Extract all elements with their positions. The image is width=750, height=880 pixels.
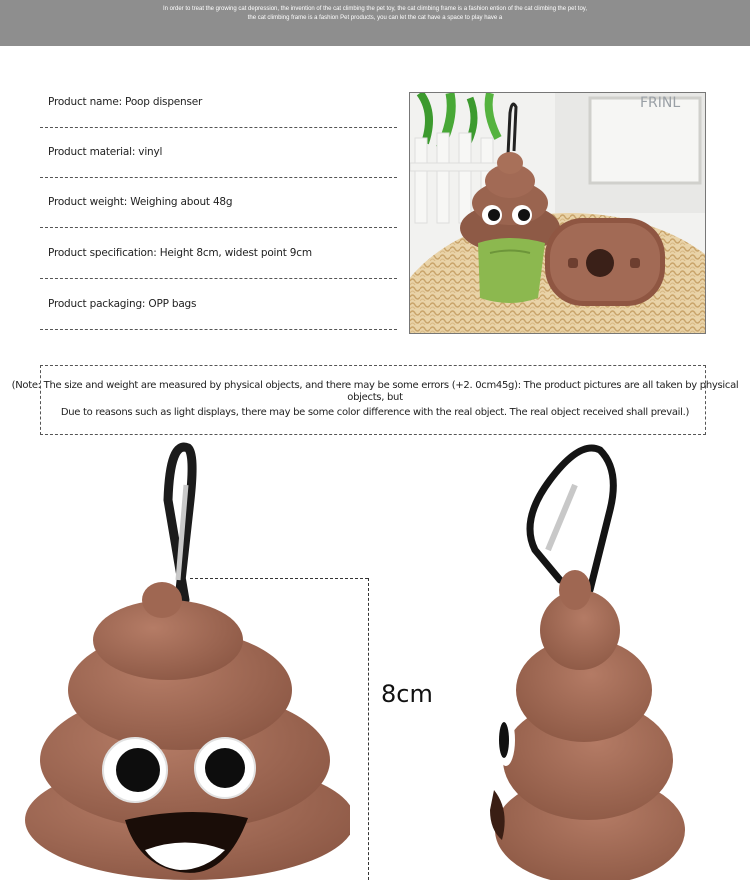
note-line-2: Due to reasons such as light displays, there may be some color difference with the real object. The real object received shall prevail.) bbox=[60, 407, 690, 418]
spec-label: Product material: vinyl bbox=[48, 146, 163, 158]
spec-row-name bbox=[40, 78, 397, 128]
height-dimension-label: 8cm bbox=[381, 680, 433, 708]
spec-row-material bbox=[40, 128, 397, 178]
spec-row-weight bbox=[40, 178, 397, 228]
product-photo-illustration bbox=[410, 93, 706, 334]
banner-line-1: In order to treat the growing cat depression, the invention of the cat climbing the pet toy, the cat climbing frame is a fashion ention of the cat climbing the pet toy, bbox=[162, 6, 587, 12]
spec-row-packaging bbox=[40, 280, 397, 330]
sign-text: FRINL bbox=[640, 95, 681, 111]
banner-line-2: the cat climbing frame is a fashion Pet products, you can let the cat have a space to play have a bbox=[247, 15, 503, 21]
spec-label: Product packaging: OPP bags bbox=[48, 298, 197, 310]
dimension-vertical-line bbox=[368, 578, 369, 880]
spec-label: Product weight: Weighing about 48g bbox=[48, 196, 233, 208]
eye-right bbox=[195, 738, 255, 798]
spec-row-specification bbox=[40, 229, 397, 279]
spec-label: Product specification: Height 8cm, widest point 9cm bbox=[48, 247, 312, 259]
eye-left bbox=[103, 738, 167, 802]
note-line-1: (Note: The size and weight are measured by physical objects, and there may be some errors (+2. 0cm45g): The product pictures are all taken by physical objects, but bbox=[11, 380, 739, 403]
product-side-view bbox=[480, 440, 710, 880]
product-front-view bbox=[20, 440, 350, 880]
carabiner-icon bbox=[530, 448, 613, 590]
top-banner bbox=[0, 0, 750, 46]
spec-label: Product name: Poop dispenser bbox=[48, 96, 203, 108]
note-text bbox=[10, 380, 740, 419]
product-photo bbox=[409, 92, 706, 334]
